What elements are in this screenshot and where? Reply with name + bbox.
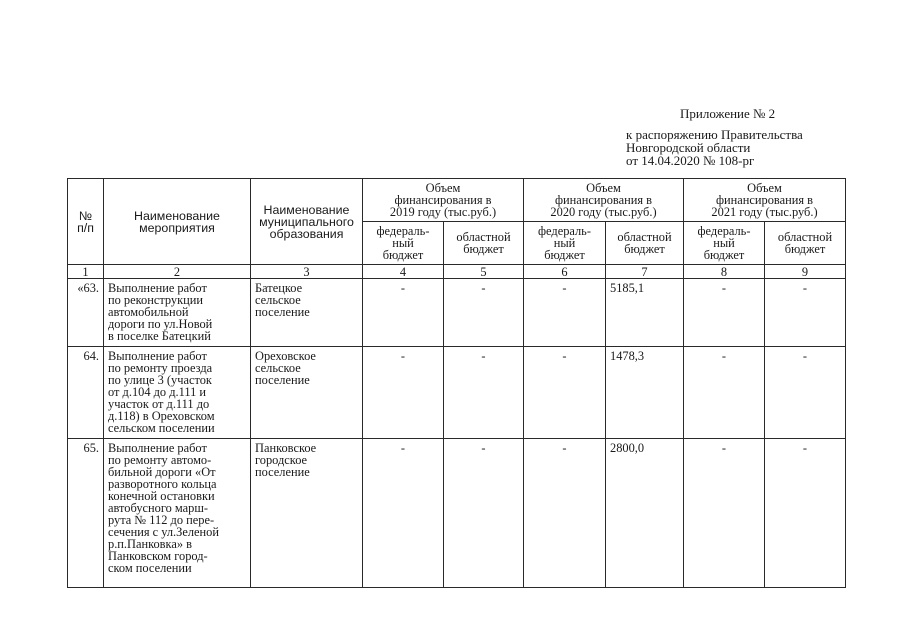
event-name: Выполнение работ по реконструкции автомобильной дороги по ул.Новой в поселке Батецкий — [104, 279, 251, 347]
appendix-line: к распоряжению Правительства — [626, 127, 803, 142]
value-cell: 2800,0 — [606, 439, 684, 588]
subheader-regional: областной бюджет — [765, 222, 846, 265]
appendix-block — [626, 107, 886, 167]
subheader-federal: федераль- ный бюджет — [684, 222, 765, 265]
row-number: «63. — [68, 279, 104, 347]
table-row — [68, 347, 846, 439]
header-municipality: Наименование муниципального образования — [251, 179, 363, 265]
subheader-federal: федераль- ный бюджет — [524, 222, 606, 265]
value-cell: - — [444, 279, 524, 347]
value-cell: 5185,1 — [606, 279, 684, 347]
column-index: 2 — [104, 265, 251, 279]
municipality-name: Батецкое сельское поселение — [251, 279, 363, 347]
value-cell: - — [684, 347, 765, 439]
municipality-name: Панковское городское поселение — [251, 439, 363, 588]
event-name: Выполнение работ по ремонту автомо- бильной дороги «От разворотного кольца конечной остановки автобусного марш- рута № 112 до пере- сечения с ул.Зеленой р.п.Панковка» в Панковском город- ском поселении — [104, 439, 251, 588]
event-name: Выполнение работ по ремонту проезда по улице 3 (участок от д.104 до д.111 и участок от д.111 до д.118) в Ореховском сельском поселении — [104, 347, 251, 439]
value-cell: - — [363, 347, 444, 439]
subheader-regional: областной бюджет — [444, 222, 524, 265]
column-index: 4 — [363, 265, 444, 279]
value-cell: - — [524, 279, 606, 347]
table-row — [68, 439, 846, 588]
value-cell: - — [684, 439, 765, 588]
subheader-federal: федераль- ный бюджет — [363, 222, 444, 265]
column-index: 8 — [684, 265, 765, 279]
value-cell: - — [684, 279, 765, 347]
value-cell: 1478,3 — [606, 347, 684, 439]
appendix-line: от 14.04.2020 № 108-рг — [626, 153, 755, 168]
header-number: № п/п — [68, 179, 104, 265]
value-cell: - — [524, 439, 606, 588]
appendix-line: Новгородской области — [626, 140, 751, 155]
header-event: Наименование мероприятия — [104, 179, 251, 265]
column-index: 6 — [524, 265, 606, 279]
value-cell: - — [765, 347, 846, 439]
funding-table — [67, 178, 846, 588]
header-year-2021: Объем финансирования в 2021 году (тыс.руб.) — [684, 179, 846, 222]
header-year-2020: Объем финансирования в 2020 году (тыс.руб.) — [524, 179, 684, 222]
column-index-row — [68, 265, 846, 279]
row-number: 65. — [68, 439, 104, 588]
value-cell: - — [363, 439, 444, 588]
column-index: 7 — [606, 265, 684, 279]
appendix-title: Приложение № 2 — [680, 106, 776, 121]
subheader-regional: областной бюджет — [606, 222, 684, 265]
municipality-name: Ореховское сельское поселение — [251, 347, 363, 439]
value-cell: - — [363, 279, 444, 347]
column-index: 5 — [444, 265, 524, 279]
value-cell: - — [444, 347, 524, 439]
value-cell: - — [765, 279, 846, 347]
row-number: 64. — [68, 347, 104, 439]
value-cell: - — [524, 347, 606, 439]
column-index: 9 — [765, 265, 846, 279]
column-index: 3 — [251, 265, 363, 279]
header-year-2019: Объем финансирования в 2019 году (тыс.руб.) — [363, 179, 524, 222]
table-row — [68, 279, 846, 347]
column-index: 1 — [68, 265, 104, 279]
value-cell: - — [765, 439, 846, 588]
value-cell: - — [444, 439, 524, 588]
